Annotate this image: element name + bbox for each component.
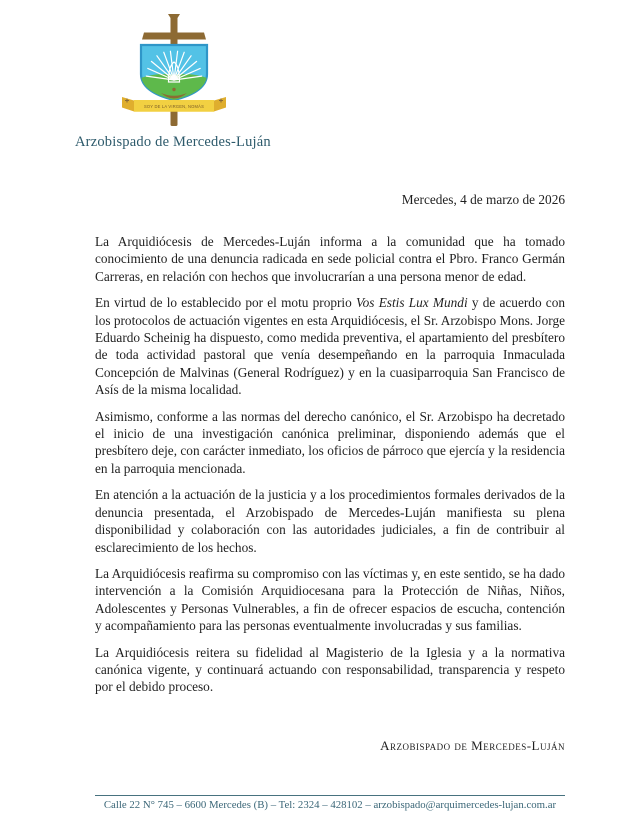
paragraph-2 (95, 294, 565, 398)
org-name: Arzobispado de Mercedes-Luján (75, 134, 271, 150)
paragraph-4: En atención a la actuación de la justicia y a los procedimientos formales derivados de la denuncia presentada, el Arzobispado de Mercedes-Luján manifiesta su plena disponibilidad y colaboración con las autoridades judiciales, a fin de contribuir al esclarecimiento de los hechos. (95, 487, 565, 555)
letter-body (95, 233, 565, 705)
paragraph-1: La Arquidiócesis de Mercedes-Luján informa a la comunidad que ha tomado conocimiento de una denuncia radicada en sede policial contra el Pbro. Franco Germán Carreras, en relación con hechos que involucrarían a una persona menor de edad. (95, 234, 565, 284)
paragraph-3: Asimismo, conforme a las normas del derecho canónico, el Sr. Arzobispo ha decretado el inicio de una investigación canónica preliminar, disponiendo además que el presbítero deje, con carácter inmediato, los oficios de párroco que ejercía y la residencia en la parroquia mencionada. (95, 408, 565, 476)
paragraph-2-start: En virtud de lo establecido por el motu proprio (95, 295, 356, 311)
motu-proprio-title: Vos Estis Lux Mundi (356, 295, 468, 311)
paragraph-2-end: y de acuerdo con los protocolos de actuación vigentes en esta Arquidiócesis, el Sr. Arzobispo Mons. Jorge Eduardo Scheinig ha dispuesto, como medida preventiva, el apartamiento del presbítero de toda actividad pastoral que venía desempeñando en la parroquia Inmaculada Concepción de Malvinas (General Rodríguez) y en la cuasiparroquia San Francisco de Asís de la misma localidad. (95, 295, 566, 398)
dateline: Mercedes, 4 de marzo de 2026 (401, 192, 565, 207)
paragraph-6: La Arquidiócesis reitera su fidelidad al Magisterio de la Iglesia y a la normativa canónica vigente, y continuará actuando con responsabilidad, transparencia y respeto por el debido proceso. (95, 644, 565, 695)
signature: Arzobispado de Mercedes-Luján (380, 738, 565, 753)
shield-icon (141, 45, 207, 102)
motto-text: SOY DE LA VIRGEN, NOMÁS (143, 103, 205, 109)
paragraph-5: La Arquidiócesis reafirma su compromiso con las víctimas y, en este sentido, se ha dado intervención a la Comisión Arquidiocesana para la Protección de Niñas, Niños, Adolescentes y Personas Vulnerables, a fin de ofrecer espacios de escucha, contención y acompañamiento para las personas eventualmente involucradas y sus familias. (95, 565, 565, 634)
archdiocese-crest (118, 12, 230, 130)
footer-contact: Calle 22 N° 745 – 6600 Mercedes (B) – Tel: 2324 – 428102 – arzobispado@arquimercedes-lujan.com.ar (95, 795, 565, 811)
